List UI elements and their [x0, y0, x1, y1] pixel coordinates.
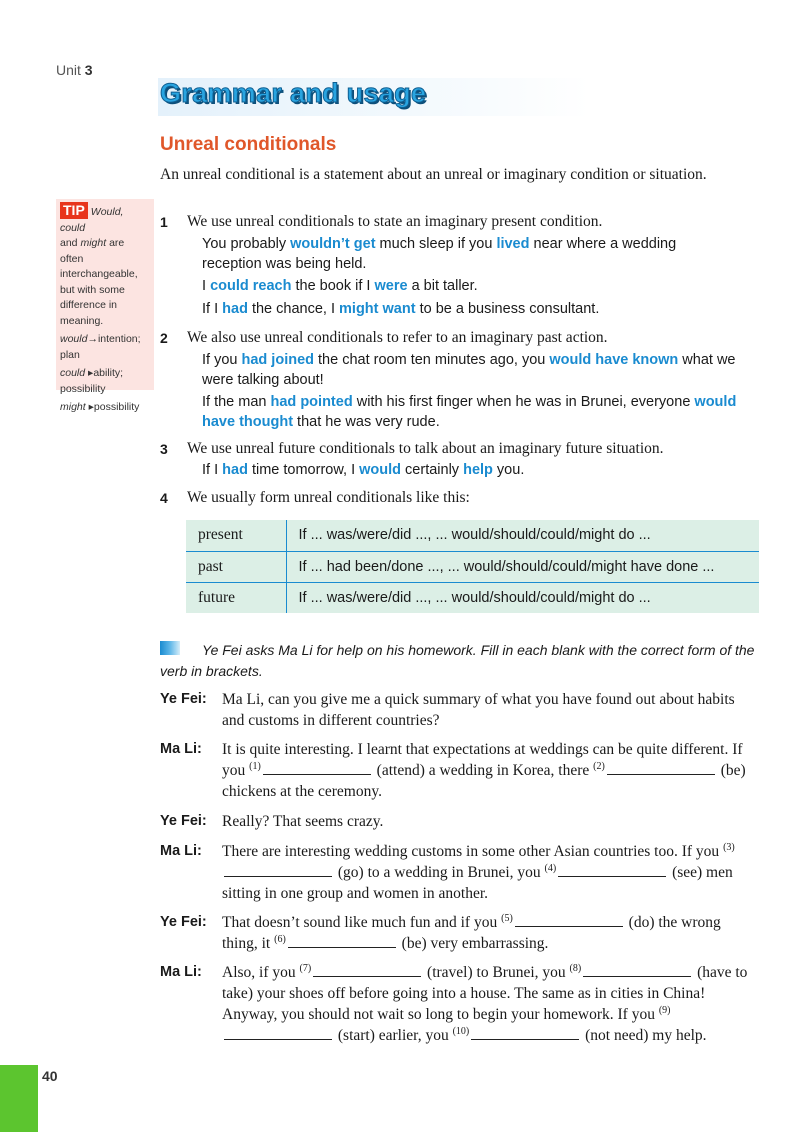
conditional-forms-table [186, 520, 759, 613]
triangle-right-icon: ▸ [88, 401, 94, 413]
answer-blank[interactable] [607, 761, 715, 775]
tip-item-might: might ▸possibility [60, 401, 140, 413]
example-1: You probably wouldn’t get much sleep if you lived near where a wedding reception was being held. [202, 236, 677, 272]
example-6: If I had time tomorrow, I would certainly help you. [202, 462, 525, 478]
answer-blank[interactable] [583, 963, 691, 977]
intro-text: An unreal conditional is a statement about an unreal or imaginary condition or situation. [160, 166, 707, 183]
page-edge-tab [0, 1065, 38, 1132]
answer-blank[interactable] [313, 963, 421, 977]
example-3: If I had the chance, I might want to be a business consultant. [202, 301, 600, 317]
answer-blank[interactable] [471, 1026, 579, 1040]
tip-badge: TIP [60, 202, 88, 219]
table-row: future If ... was/were/did ..., ... would/should/could/might do ... [186, 582, 759, 613]
tip-item-would: would→intention; plan [60, 333, 141, 361]
arrow-right-icon: → [87, 333, 98, 345]
table-row: present If ... was/were/did ..., ... would/should/could/might do ... [186, 520, 759, 551]
tip-item-could: could ▸ability; possibility [60, 367, 124, 395]
example-2: I could reach the book if I were a bit taller. [202, 278, 478, 294]
answer-blank[interactable] [558, 863, 666, 877]
tip-box: TIP Would, could and might are often interchangeable, but with some difference in meaning. would→intention; plan could ▸ability; possibility might ▸possibility [56, 199, 154, 390]
section-title: Unreal conditionals [160, 134, 337, 155]
answer-blank[interactable] [515, 913, 623, 927]
page-title: Grammar and usage [160, 78, 427, 108]
answer-blank[interactable] [224, 1026, 332, 1040]
answer-blank[interactable] [263, 761, 371, 775]
example-5: If the man had pointed with his first finger when he was in Brunei, everyone would have thought that he was very rude. [202, 394, 737, 430]
table-row: past If ... had been/done ..., ... would/should/could/might have done ... [186, 551, 759, 582]
triangle-right-icon: ▸ [88, 367, 94, 379]
page-number: 40 [42, 1068, 58, 1084]
example-4: If you had joined the chat room ten minutes ago, you would have known what we were talking about! [202, 352, 736, 388]
unit-label: Unit 3 [56, 62, 93, 78]
answer-blank[interactable] [288, 934, 396, 948]
exercise-instructions: Ye Fei asks Ma Li for help on his homework. Fill in each blank with the correct form of the verb in brackets. [160, 642, 755, 679]
answer-blank[interactable] [224, 863, 332, 877]
